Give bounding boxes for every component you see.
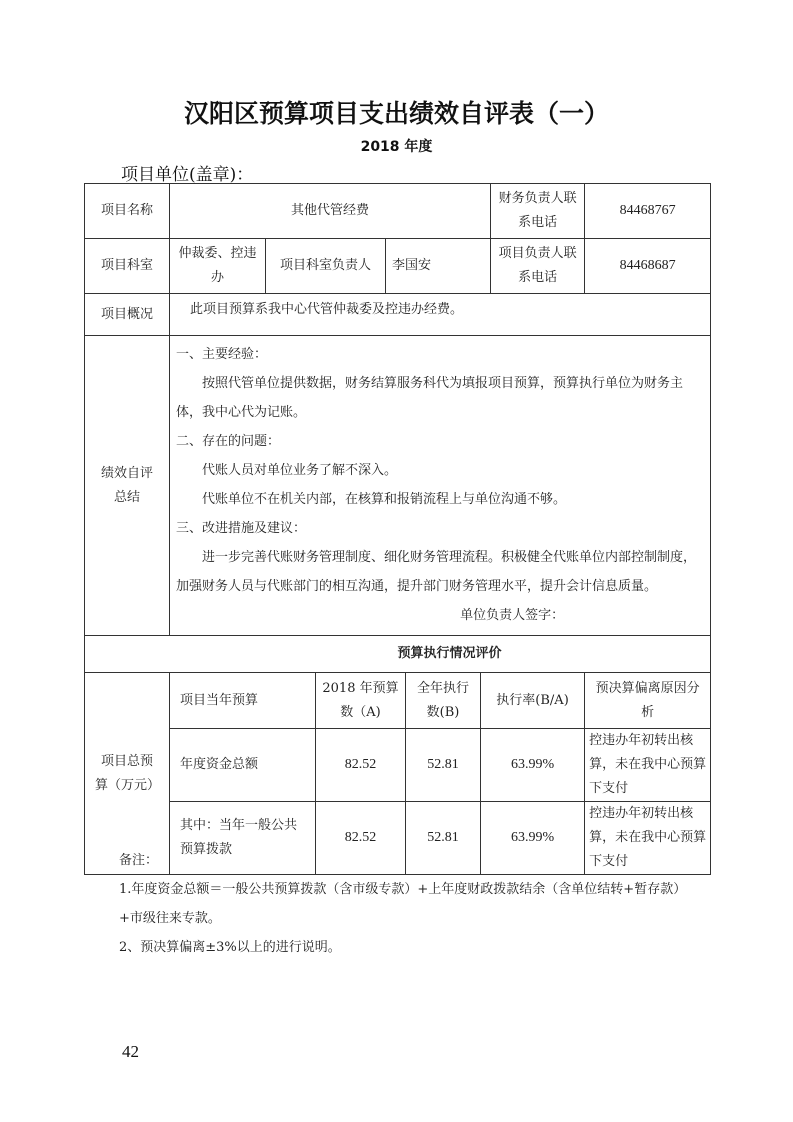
header-deviation-reason: 预决算偏离原因分析 [585,673,711,729]
header-current-budget: 项目当年预算 [170,673,316,729]
dept-value: 仲裁委、控违办 [170,239,266,294]
evaluation-heading: 预算执行情况评价 [85,636,711,673]
row-summary [85,336,711,636]
notes [119,846,699,962]
budget-value: 82.52 [316,802,406,875]
header-executed-b: 全年执行数(B) [406,673,481,729]
signature-label: 单位负责人签字： [460,608,565,623]
header-budget-a: 2018 年预算数（A) [316,673,406,729]
budget-value: 82.52 [316,729,406,802]
summary-section-1-text: 按照代管单位提供数据，财务结算服务科代为填报项目预算，预算执行单位为财务主体，我中心代为记账。 [176,376,684,420]
summary-section-1-title: 一、主要经验： [176,347,268,362]
document-title: 汉阳区预算项目支出绩效自评表（一） [183,99,609,128]
item-name: 其中：当年一般公共预算拨款 [170,802,316,875]
item-name: 年度资金总额 [170,729,316,802]
header-rate: 执行率(B/A) [481,673,585,729]
summary-content [170,336,711,636]
overview-value: 此项目预算系我中心代管仲裁委及控违办经费。 [170,294,711,336]
summary-section-2-text-1: 代账人员对单位业务了解不深入。 [202,463,398,478]
executed-value: 52.81 [406,802,481,875]
summary-label: 绩效自评总结 [85,336,170,636]
summary-section-3-title: 三、改进措施及建议： [176,521,307,536]
dept-label: 项目科室 [85,239,170,294]
dept-head-value: 李国安 [386,239,491,294]
project-name-label: 项目名称 [85,184,170,239]
deviation-reason: 控违办年初转出核算，未在我中心预算下支付 [585,729,711,802]
executed-value: 52.81 [406,729,481,802]
overview-label: 项目概况 [85,294,170,336]
evaluation-header-row [85,673,711,729]
finance-contact-value: 84468767 [585,184,711,239]
row-department [85,239,711,294]
deviation-reason: 控违办年初转出核算，未在我中心预算下支付 [585,802,711,875]
row-overview [85,294,711,336]
project-name-value: 其他代管经费 [170,184,491,239]
summary-section-2-text-2: 代账单位不在机关内部，在核算和报销流程上与单位沟通不够。 [202,492,567,507]
summary-section-2-title: 二、存在的问题： [176,434,281,449]
project-contact-label: 项目负责人联系电话 [491,239,585,294]
table-row [85,729,711,802]
row-evaluation-heading [85,636,711,673]
document-year: 2018 年度 [360,139,433,155]
project-contact-value: 84468687 [585,239,711,294]
note-1: 1.年度资金总额＝一般公共预算拨款（含市级专款）+上年度财政拨款结余（含单位结转+暂存款）+市级往来专款。 [119,882,687,926]
summary-section-3-text: 进一步完善代账财务管理制度、细化财务管理流程。积极健全代账单位内部控制制度，加强财务人员与代账部门的相互沟通，提升部门财务管理水平，提升会计信息质量。 [176,550,697,594]
total-budget-label: 项目总预算（万元） [85,673,170,875]
dept-head-label: 项目科室负责人 [266,239,386,294]
rate-value: 63.99% [481,729,585,802]
row-project-name [85,184,711,239]
self-evaluation-table [84,183,711,875]
rate-value: 63.99% [481,802,585,875]
project-unit-label: 项目单位(盖章)： [121,165,254,185]
finance-contact-label: 财务负责人联系电话 [491,184,585,239]
page-number: 42 [122,1042,139,1061]
note-2: 2、预决算偏离±3%以上的进行说明。 [119,940,341,955]
notes-title: 备注： [119,853,159,868]
